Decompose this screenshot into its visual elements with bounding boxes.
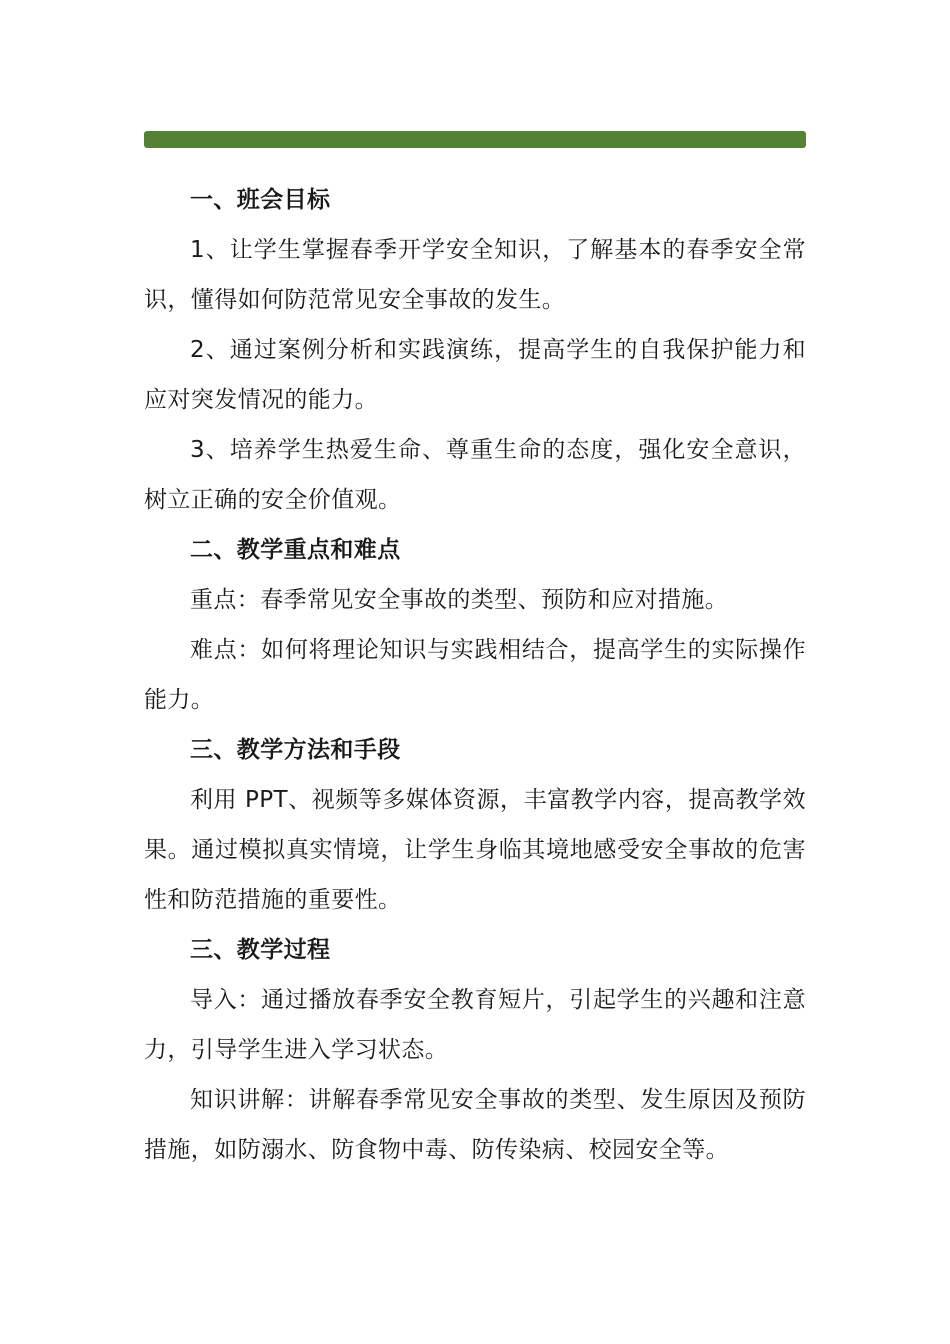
- header-decorative-bar: [144, 131, 806, 148]
- paragraph: 3、培养学生热爱生命、尊重生命的态度，强化安全意识，树立正确的安全价值观。: [144, 437, 806, 513]
- section-heading-goals: 一、班会目标: [190, 187, 331, 213]
- paragraph: 利用 PPT、视频等多媒体资源，丰富教学内容，提高教学效果。通过模拟真实情境，让学生身临其境地感受安全事故的危害性和防范措施的重要性。: [144, 787, 806, 913]
- paragraph: 2、通过案例分析和实践演练，提高学生的自我保护能力和应对突发情况的能力。: [144, 337, 806, 413]
- paragraph: 1、让学生掌握春季开学安全知识，了解基本的春季安全常识，懂得如何防范常见安全事故的发生。: [144, 237, 806, 313]
- paragraph: 导入：通过播放春季安全教育短片，引起学生的兴趣和注意力，引导学生进入学习状态。: [144, 987, 806, 1063]
- section-heading-key-points: 二、教学重点和难点: [190, 537, 401, 563]
- section-heading-process: 三、教学过程: [190, 937, 331, 963]
- document-body: [144, 175, 806, 1175]
- paragraph: 知识讲解：讲解春季常见安全事故的类型、发生原因及预防措施，如防溺水、防食物中毒、防传染病、校园安全等。: [144, 1087, 806, 1163]
- paragraph: 重点：春季常见安全事故的类型、预防和应对措施。: [190, 587, 729, 613]
- section-heading-methods: 三、教学方法和手段: [190, 737, 401, 763]
- paragraph: 难点：如何将理论知识与实践相结合，提高学生的实际操作能力。: [144, 637, 806, 713]
